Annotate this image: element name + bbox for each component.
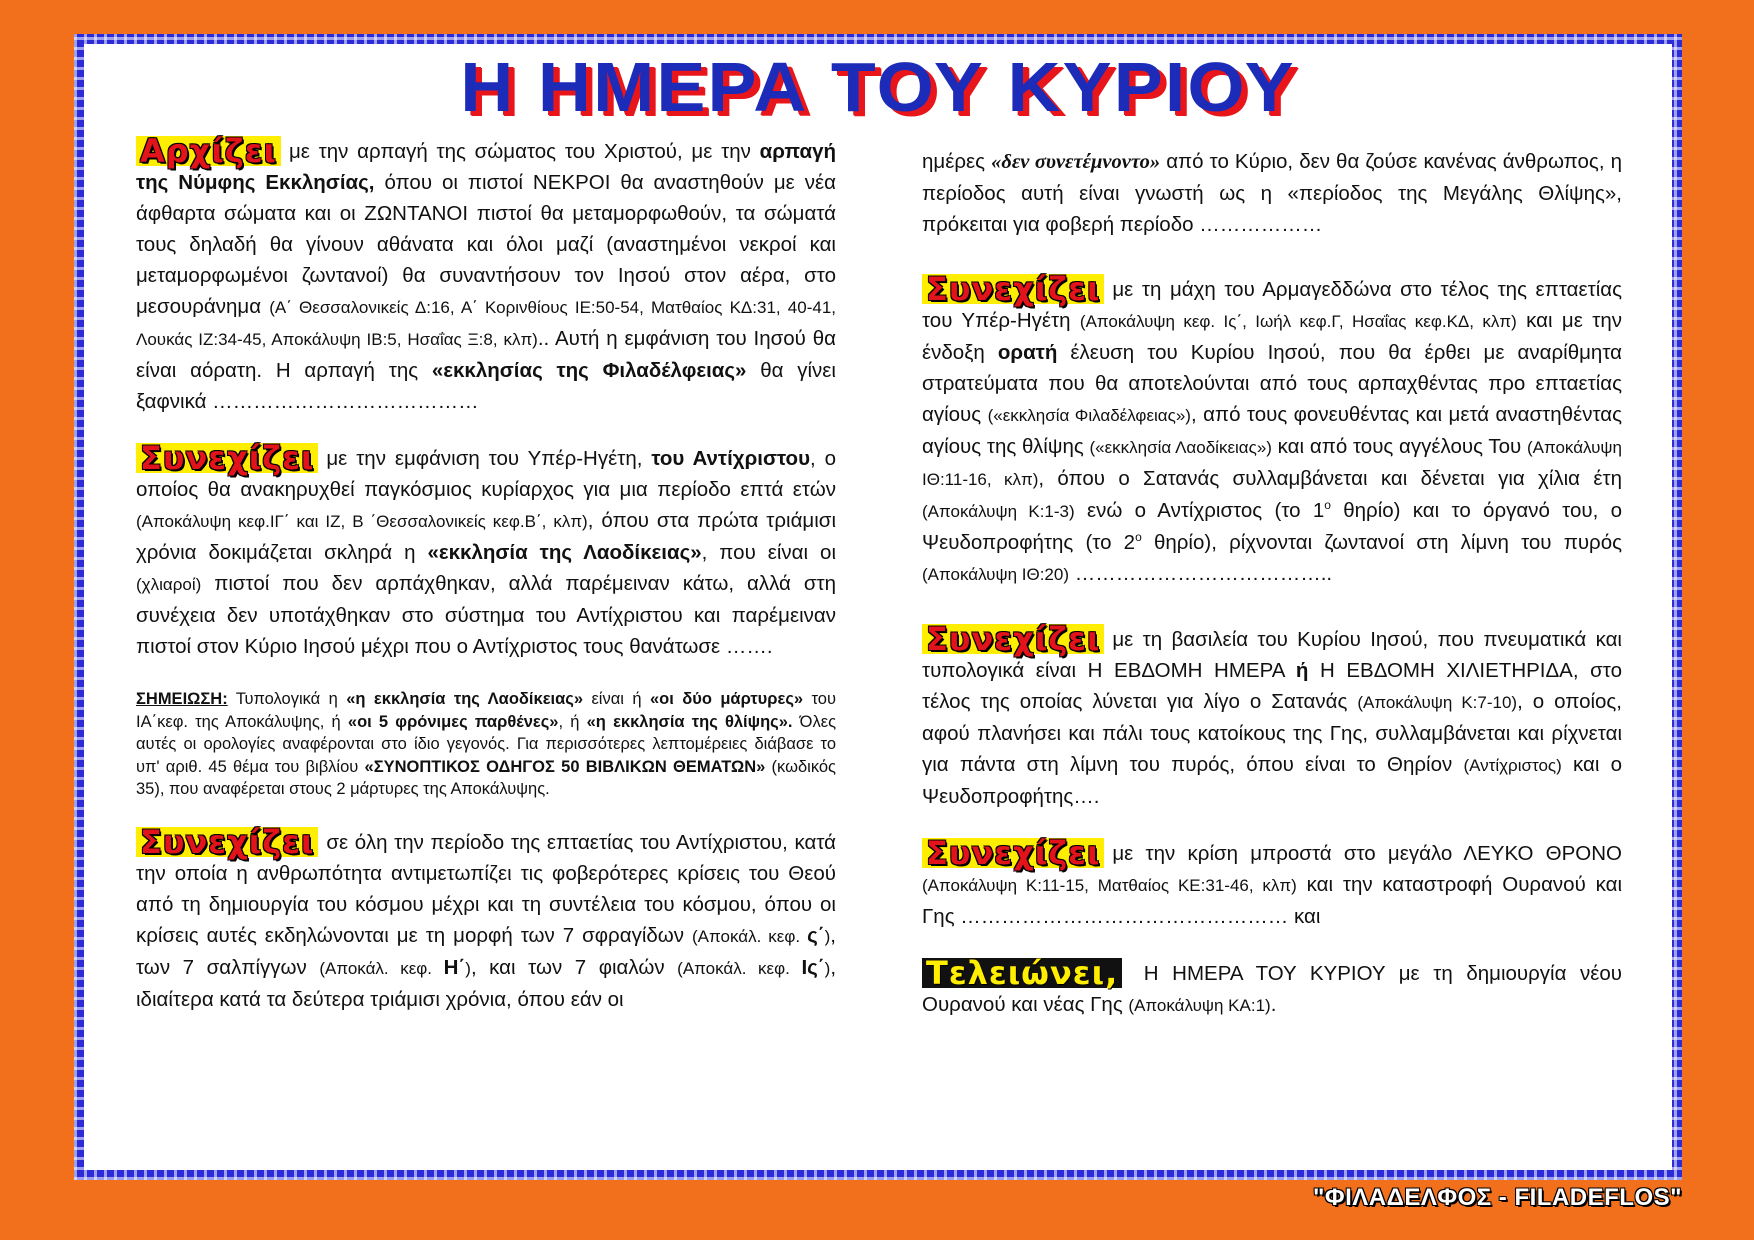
paragraph-ends: Τελειώνει, Η ΗΜΕΡΑ ΤΟΥ ΚΥΡΙΟΥ με τη δημιουργία νέου Ουρανού και νέας Γης (Αποκάλυψη ΚΑ:1).	[922, 954, 1622, 1016]
keyword-ends: Τελειώνει,	[922, 958, 1122, 988]
note-label: ΣΗΜΕΙΩΣΗ:	[136, 690, 228, 708]
document-page	[84, 44, 1672, 1170]
paragraph-continues-tribulation: Συνεχίζει σε όλη την περίοδο της επταετίας του Αντίχριστου, κατά την οποία η ανθρωπότητα αντιμετωπίζει τις φοβερότερες κρίσεις του Θεού από τη δημιουργία του κόσμου μέχρι και τη συντέλεια του κόσμου, όπου οι κρίσεις αυτές εκδηλώνονται με τη μορφή των 7 σφραγίδων (Αποκάλ. κεφ. ς΄), των 7 σαλπίγγων (Αποκάλ. κεφ. Η΄), και των 7 φιαλών (Αποκάλ. κεφ. Ις΄), ιδιαίτερα κατά τα δεύτερα τριάμισι χρόνια, όπου εάν οι	[136, 822, 837, 1011]
paragraph-begins: Αρχίζει με την αρπαγή της σώματος του Χριστού, με την αρπαγή της Νύμφης Εκκλησίας, όπου οι πιστοί ΝΕΚΡΟΙ θα αναστηθούν με νέα άφθαρτα σώματα και οι ΖΩΝΤΑΝΟΙ πιστοί θα μεταμορφωθούν, τα σώματά τους δηλαδή θα γίνουν αθάνατα και όλοι μαζί (αναστημένοι νεκροί και μεταμορφωμένοι ζωντανοί) θα συναντήσουν τον Ιησού στον αέρα, στο μεσουράνημα (Α΄ Θεσσαλονικείς Δ:16, Α΄ Κορινθίους ΙΕ:50-54, Ματθαίος ΚΔ:31, 40-41, Λουκάς ΙΖ:34-45, Αποκάλυψη ΙΒ:5, Ησαΐας Ξ:8, κλπ).. Αυτή η εμφάνιση του Ιησού θα είναι αόρατη. Η αρπαγή της «εκκλησίας της Φιλαδέλφειας» θα γίνει ξαφνικά …………………………………	[136, 132, 836, 413]
paragraph-continues-judgment: Συνεχίζει με την κρίση μπροστά στο μεγάλο ΛΕΥΚΟ ΘΡΟΝΟ (Αποκάλυψη Κ:11-15, Ματθαίος ΚΕ:31-46, κλπ) και την καταστροφή Ουρανού και Γης ………………………………………… και	[922, 834, 1622, 928]
keyword-continues: Συνεχίζει	[922, 838, 1104, 868]
paragraph-continues-antichrist: Συνεχίζει με την εμφάνιση του Υπέρ-Ηγέτη, του Αντίχριστου, ο οποίος θα ανακηρυχθεί παγκόσμιος κυρίαρχος για μια περίοδο επτά ετών (Αποκάλυψη κεφ.ΙΓ΄ και ΙΖ, Β ΄Θεσσαλονικείς κεφ.Β΄, κλπ), όπου στα πρώτα τριάμισι χρόνια δοκιμάζεται σκληρά η «εκκλησία της Λαοδίκειας», που είναι οι (χλιαροί) πιστοί που δεν αρπάχθηκαν, αλλά παρέμειναν κάτω, αλλά στη συνέχεια δεν υποτάχθηκαν στο σύστημα του Αντίχριστου και παρέμειναν πιστοί στον Κύριο Ιησού μέχρι που ο Αντίχριστος τους θανάτωσε …….	[136, 439, 837, 658]
page-title: Η ΗΜΕΡΑ ΤΟΥ ΚΥΡΙΟΥ	[460, 48, 1296, 126]
keyword-continues: Συνεχίζει	[922, 274, 1104, 304]
right-column	[922, 146, 1622, 1047]
paragraph-continues-armageddon: Συνεχίζει με τη μάχη του Αρμαγεδδώνα στο τέλος της επταετίας του Υπέρ-Ηγέτη (Αποκάλυψη κεφ. Ις΄, Ιωήλ κεφ.Γ, Ησαΐας κεφ.ΚΔ, κλπ) και με την ένδοξη ορατή έλευση του Κυρίου Ιησού, που θα έρθει με αναρίθμητα στρατεύματα που θα αποτελούνται από τους αρπαχθέντας προ επταετίας αγίους («εκκλησία Φιλαδέλφειας»), από τους φονευθέντας και μετά αναστηθέντας αγίους της θλίψης («εκκλησία Λαοδίκειας») και από τους αγγέλους Του (Αποκάλυψη ΙΘ:11-16, κλπ), όπου ο Σατανάς συλλαμβάνεται και δένεται για χίλια έτη (Αποκάλυψη Κ:1-3) ενώ ο Αντίχριστος (το $1^o$ θηρίο) και το όργανό του, ο Ψευδοπροφήτης (το $2^o$ θηρίο), ρίχνονται ζωντανοί στη λίμνη του πυρός (Αποκάλυψη ΙΘ:20) ………………………………..	[922, 270, 1622, 585]
keyword-continues: Συνεχίζει	[136, 827, 318, 857]
keyword-begins: Αρχίζει	[136, 136, 281, 166]
note-paragraph: ΣΗΜΕΙΩΣΗ: Τυπολογικά η «η εκκλησία της Λαοδίκειας» είναι ή «οι δύο μάρτυρες» του ΙΑ΄κεφ. της Αποκάλυψης, ή «οι 5 φρόνιμες παρθένες», ή «η εκκλησία της θλίψης». Όλες αυτές οι ορολογίες αναφέρονται στο ίδιο γεγονός. Για περισσότερες λεπτομέρειες διάβασε το υπ' αριθ. 45 θέμα του βιβλίου «ΣΥΝΟΠΤΙΚΟΣ ΟΔΗΓΟΣ 50 ΒΙΒΛΙΚΩΝ ΘΕΜΑΤΩΝ» (κωδικός 35), που αναφέρεται στους 2 μάρτυρες της Αποκάλυψης.	[136, 690, 837, 798]
keyword-continues: Συνεχίζει	[136, 443, 318, 473]
left-column	[136, 132, 837, 1041]
paragraph-continues-kingdom: Συνεχίζει με τη βασιλεία του Κυρίου Ιησού, που πνευματικά και τυπολογικά είναι Η ΕΒΔΟΜΗ ΗΜΕΡΑ ή Η ΕΒΔΟΜΗ ΧΙΛΙΕΤΗΡΙΔΑ, στο τέλος της οποίας λύνεται για λίγο ο Σατανάς (Αποκάλυψη Κ:7-10), ο οποίος, αφού πλανήσει και πάλι τους κατοίκους της Γης, συλλαμβάνεται και ρίχνεται για πάντα στη λίμνη του πυρός, όπου είναι το Θηρίον (Αντίχριστος) και ο Ψευδοπροφήτης….	[922, 620, 1623, 808]
author-signature: "ΦΙΛΑΔΕΛΦΟΣ - FILADEFLOS"	[1313, 1184, 1682, 1211]
paragraph-days-shortened: ημέρες «δεν συνετέμνοντο» από το Κύριο, δεν θα ζούσε κανένας άνθρωπος, η περίοδος αυτή είναι γνωστή ως η «περίοδος της Μεγάλης Θλίψης», πρόκειται για φοβερή περίοδο ………………	[922, 150, 1622, 236]
keyword-continues: Συνεχίζει	[922, 624, 1104, 654]
